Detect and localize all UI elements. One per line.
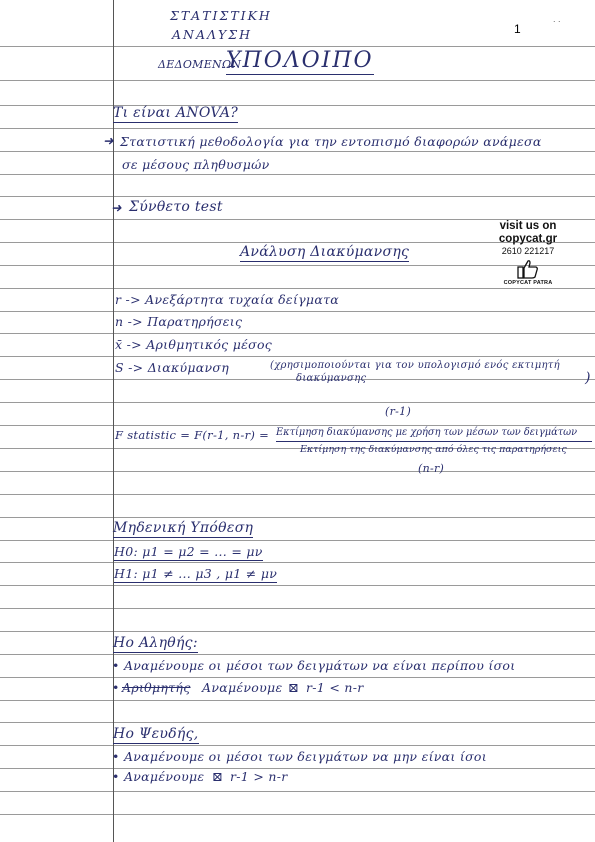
ruled-line (0, 196, 595, 197)
bullet: • (112, 680, 120, 695)
def-s: S -> Διακύμανση (115, 360, 230, 375)
ruled-line (0, 471, 595, 472)
thumbs-up-icon (517, 259, 539, 279)
crossed-mark-icon: ⊠ (288, 680, 299, 695)
copycat-ad (488, 220, 568, 287)
ruled-line (0, 311, 595, 312)
anova-definition-line-1: Στατιστική μεθοδολογία για την εντοπισμό διαφορών ανάμεσα (120, 134, 542, 149)
h0-true-item-1: • Αναμένουμε οι μέσοι των δειγμάτων να είναι περίπου ίσοι (112, 658, 516, 673)
h1-text: H1: μ1 ≠ ... μ3 , μ1 ≠ μν (114, 566, 278, 581)
def-s-note-2: διακύμανσης (296, 373, 367, 384)
header-line-3: ΔΕΔΟΜΕΝΩΝ (158, 58, 242, 71)
arrow-icon: ➜ (111, 200, 122, 215)
crossed-mark-icon: ⊠ (212, 769, 223, 784)
def-n: n -> Παρατηρήσεις (115, 314, 243, 329)
h0-text: H0: μ1 = μ2 = ... = μν (114, 544, 263, 559)
formula-bottom-label: (n-r) (418, 462, 445, 475)
ruled-line (0, 677, 595, 678)
ruled-line (0, 540, 595, 541)
h0-true-item-2-tail: r-1 < n-r (306, 680, 364, 695)
ruled-line (0, 562, 595, 563)
ruled-line (0, 791, 595, 792)
ad-visit-text: visit us on (499, 220, 557, 232)
ruled-line (0, 425, 595, 426)
analysis-heading: Ανάλυση Διακύμανσης (240, 244, 410, 260)
formula-numerator: Εκτίμηση διακύμανσης με χρήση των μέσων των δειγμάτων (276, 427, 578, 438)
page-number: 1 (514, 22, 521, 36)
h0-false-item-2: • Αναμένουμε (112, 769, 205, 784)
ruled-line (0, 494, 595, 495)
page-title: ΥΠΟΛΟΙΠΟ (226, 48, 374, 73)
ruled-line (0, 151, 595, 152)
ruled-line (0, 174, 595, 175)
ruled-line (0, 46, 595, 47)
h0-false-title: Ho Ψευδής, (113, 726, 199, 742)
ruled-line (0, 333, 595, 334)
ruled-line (0, 288, 595, 289)
ruled-line (0, 745, 595, 746)
ruled-line (0, 814, 595, 815)
anova-question: Τι είναι ANOVA? (113, 105, 239, 121)
ruled-line (0, 654, 595, 655)
h0-true-title: Ho Αληθής: (113, 635, 198, 651)
ruled-line (0, 585, 595, 586)
composite-test-text: Σύνθετο test (129, 199, 223, 215)
ruled-line (0, 80, 595, 81)
header-line-1: ΣΤΑΤΙΣΤΙΚΗ (170, 8, 272, 23)
corner-dots: . . (553, 14, 561, 24)
h0-true-strike: Αριθμητής (122, 680, 191, 695)
header-line-2: ΑΝΑΛΥΣΗ (172, 27, 253, 42)
def-x: x̄ -> Αριθμητικός μέσος (115, 337, 273, 352)
formula-top-label: (r-1) (385, 405, 412, 418)
fraction-line (276, 441, 592, 442)
ruled-line (0, 128, 595, 129)
def-r: r -> Ανεξάρτητα τυχαία δείγματα (115, 292, 340, 307)
def-s-note-1: (χρησιμοποιούνται για τον υπολογισμό ενός εκτιμητή (270, 360, 560, 371)
ad-phone-text: 2610 221217 (501, 246, 555, 256)
h0-true-item-2: Αναμένουμε (202, 680, 283, 695)
ad-site-text: copycat.gr (498, 233, 558, 245)
ruled-line (0, 105, 595, 106)
ad-brand-text: COPYCAT PATRA (503, 280, 553, 286)
h0-false-item-1: • Αναμένουμε οι μέσοι των δειγμάτων να μην είναι ίσοι (112, 749, 487, 764)
def-s-paren: ) (585, 370, 591, 386)
margin-line (113, 0, 114, 842)
ruled-line (0, 517, 595, 518)
h0-false-item-2-tail: r-1 > n-r (230, 769, 288, 784)
anova-definition-line-2: σε μέσους πληθυσμών (122, 157, 270, 172)
hypothesis-title: Μηδενική Υπόθεση (113, 520, 254, 536)
formula-left: F statistic = F(r-1, n-r) = (115, 428, 270, 442)
ruled-line (0, 402, 595, 403)
ruled-line (0, 700, 595, 701)
ruled-line (0, 608, 595, 609)
ruled-line (0, 722, 595, 723)
ruled-line (0, 631, 595, 632)
formula-denominator: Εκτίμηση της διακύμανσης από όλες τις παρατηρήσεις (300, 444, 567, 455)
ruled-line (0, 356, 595, 357)
arrow-icon: ➜ (103, 133, 114, 148)
ruled-line (0, 768, 595, 769)
